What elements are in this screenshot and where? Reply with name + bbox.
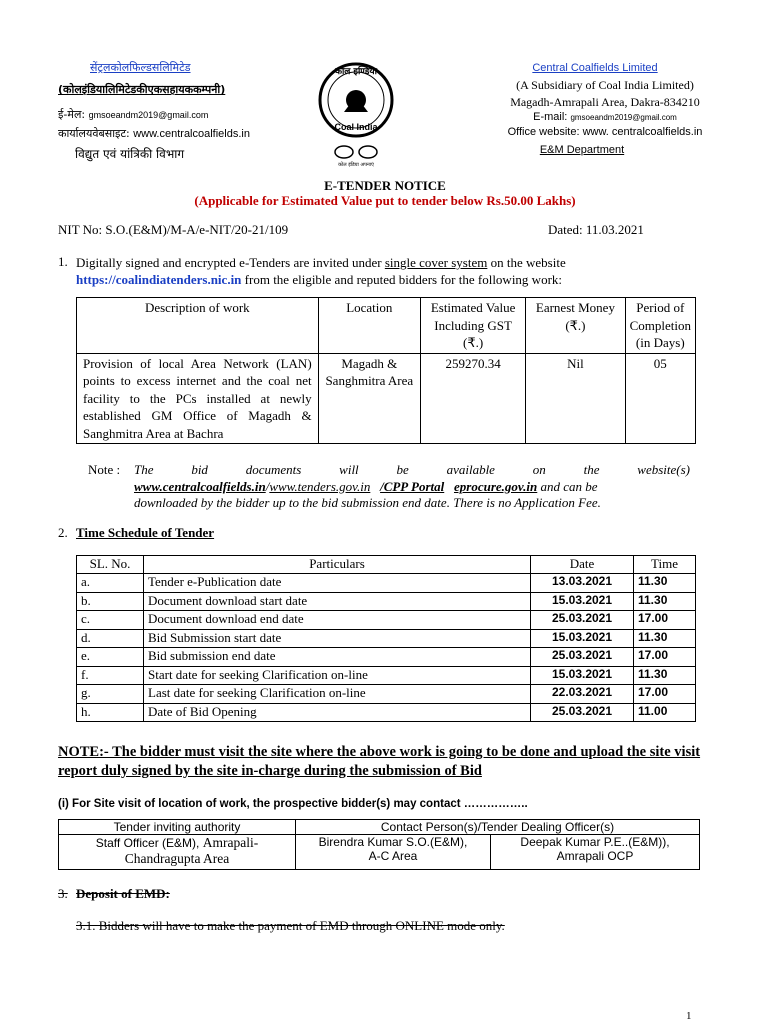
contact-person-2 — [491, 835, 700, 870]
schedule-particular: Document download start date — [144, 592, 531, 611]
schedule-time: 11.30 — [634, 666, 696, 685]
contact-header-persons: Contact Person(s)/Tender Dealing Officer(s) — [296, 820, 700, 835]
schedule-header — [77, 556, 696, 574]
schedule-particular: Bid Submission start date — [144, 629, 531, 648]
schedule-particular: Date of Bid Opening — [144, 703, 531, 722]
schedule-time: 11.00 — [634, 703, 696, 722]
completion-days: 05 — [625, 353, 695, 444]
note-tail: and can be — [537, 479, 598, 494]
section3-number: 3. — [58, 886, 68, 901]
header-earnest-money: Earnest Money (₹.) — [526, 298, 625, 354]
person1-name: Birendra Kumar S.O.(E&M), — [318, 835, 468, 849]
section2-number: 2. — [58, 525, 68, 540]
notice-subtitle: (Applicable for Estimated Value put to tender below Rs.50.00 Lakhs) — [194, 193, 576, 208]
work-table-row — [77, 353, 696, 444]
schedule-row — [77, 685, 696, 704]
schedule-time: 17.00 — [634, 685, 696, 704]
schedule-row — [77, 703, 696, 722]
schedule-sl: b. — [77, 592, 144, 611]
nit-number: NIT No: S.O.(E&M)/M-A/e-NIT/20-21/109 — [58, 222, 289, 237]
site-visit-note: NOTE:- The bidder must visit the site where the above work is going to be done and upload the site visit report duly signed by the site in-charge during the submission of Bid — [58, 744, 701, 779]
email-address: gmsoeandm2019@gmail.com — [88, 110, 209, 120]
note-line3: downloaded by the bidder up to the bid submission end date. There is no Application Fee. — [134, 495, 601, 510]
note-label: Note : — [88, 462, 121, 477]
logo-tagline: कोल इंडिया अपनाएं — [338, 162, 374, 168]
page-number: 1 — [686, 1010, 692, 1022]
schedule-time: 11.30 — [634, 629, 696, 648]
note-separator: / — [265, 479, 270, 494]
email-label: E-mail: — [533, 111, 568, 123]
website-address: www.centralcoalfields.in — [133, 128, 250, 140]
note-line1: The bid documents will be available on the website(s) — [134, 462, 690, 477]
section2-title: Time Schedule of Tender — [76, 525, 215, 540]
schedule-date: 25.03.2021 — [531, 611, 634, 630]
work-description: Provision of local Area Network (LAN) points to excess internet and the coal net facility to the PCs installed at newly established GM Office of Magadh & Sanghmitra Area at Bachra — [77, 353, 319, 444]
company-name: Central Coalfields Limited — [532, 62, 658, 74]
schedule-date: 25.03.2021 — [531, 648, 634, 667]
work-table-header — [77, 298, 696, 354]
schedule-sl: h. — [77, 703, 144, 722]
schedule-row — [77, 648, 696, 667]
schedule-header-time: Time — [634, 556, 696, 574]
schedule-header-date: Date — [531, 556, 634, 574]
contact-header-authority: Tender inviting authority — [59, 820, 296, 835]
email-line — [470, 111, 740, 123]
authority-part-a: Staff Officer (E&M), — [95, 836, 203, 850]
note-line2 — [134, 479, 690, 495]
tender-website-link[interactable]: https://coalindiatenders.nic.in — [76, 272, 242, 287]
site-visit-heading: (i) For Site visit of location of work, the prospective bidder(s) may contact …………….. — [58, 798, 528, 810]
para1-text-a: Digitally signed and encrypted e-Tenders are invited under — [76, 255, 385, 270]
schedule-row — [77, 592, 696, 611]
website-label-hindi: कार्यालयवेबसाइट: — [58, 127, 130, 140]
schedule-sl: f. — [77, 666, 144, 685]
schedule-row — [77, 629, 696, 648]
schedule-row — [77, 611, 696, 630]
schedule-particular: Tender e-Publication date — [144, 574, 531, 593]
logo-text-hindi: कोल इण्डिया — [335, 67, 377, 77]
schedule-time: 11.30 — [634, 574, 696, 593]
schedule-time: 17.00 — [634, 611, 696, 630]
schedule-row — [77, 666, 696, 685]
address-line: Magadh-Amrapali Area, Dakra-834210 — [510, 95, 700, 109]
schedule-particular: Start date for seeking Clarification on-line — [144, 666, 531, 685]
person2-name: Deepak Kumar P.E..(E&M)), — [520, 835, 670, 849]
person2-area: Amrapali OCP — [556, 849, 634, 863]
schedule-sl: d. — [77, 629, 144, 648]
schedule-date: 15.03.2021 — [531, 592, 634, 611]
logo-text-english: Coal India — [334, 122, 378, 132]
contact-header — [59, 820, 700, 835]
subsidiary-line: (A Subsidiary of Coal India Limited) — [516, 78, 694, 92]
schedule-sl: e. — [77, 648, 144, 667]
para1-number: 1. — [58, 254, 68, 269]
schedule-particular: Bid submission end date — [144, 648, 531, 667]
authority-part-b: Amrapali- — [202, 835, 259, 850]
schedule-date: 22.03.2021 — [531, 685, 634, 704]
schedule-time: 17.00 — [634, 648, 696, 667]
email-line-hindi — [58, 107, 208, 122]
department-line: E&M Department — [539, 144, 625, 156]
work-location: Magadh & Sanghmitra Area — [318, 353, 420, 444]
schedule-time: 11.30 — [634, 592, 696, 611]
website-line-hindi — [58, 126, 250, 141]
header-estimated-value: Estimated Value Including GST (₹.) — [420, 298, 525, 354]
site-eprocure[interactable]: eprocure.gov.in — [453, 479, 538, 494]
schedule-sl: g. — [77, 685, 144, 704]
schedule-date: 13.03.2021 — [531, 574, 634, 593]
schedule-sl: a. — [77, 574, 144, 593]
subsidiary-hindi: (कोलइंडियालिमिटेडकीएकसहायककम्पनी) — [58, 83, 226, 96]
header-completion-period: Period of Completion (in Days) — [625, 298, 695, 354]
para1-text-c: from the eligible and reputed bidders for the following work: — [241, 272, 563, 287]
authority-part-c: Chandragupta Area — [124, 851, 230, 866]
header-description: Description of work — [77, 298, 319, 354]
schedule-table — [76, 555, 696, 722]
schedule-sl: c. — [77, 611, 144, 630]
work-table — [76, 297, 696, 444]
notice-date: Dated: 11.03.2021 — [548, 222, 644, 237]
schedule-particular: Document download end date — [144, 611, 531, 630]
schedule-body — [77, 574, 696, 722]
coal-india-logo — [316, 56, 396, 168]
section3-title: Deposit of EMD: — [76, 886, 170, 901]
schedule-header-sl: SL. No. — [77, 556, 144, 574]
section31-text: 3.1. Bidders will have to make the payment of EMD through ONLINE mode only. — [76, 918, 505, 933]
coal-india-emblem-icon — [316, 56, 396, 168]
schedule-date: 25.03.2021 — [531, 703, 634, 722]
estimated-value: 259270.34 — [420, 353, 525, 444]
schedule-date: 15.03.2021 — [531, 666, 634, 685]
person1-area: A-C Area — [368, 849, 418, 863]
email-value: gmsoeandm2019@gmail.com — [570, 113, 677, 122]
single-cover-system: single cover system — [384, 255, 488, 270]
department-hindi: विद्युत एवं यांत्रिकी विभाग — [75, 147, 185, 161]
contact-person-1 — [296, 835, 491, 870]
office-website-line: Office website: www. centralcoalfields.in — [507, 126, 703, 138]
earnest-money: Nil — [526, 353, 625, 444]
site-centralcoalfields[interactable]: www.centralcoalfields.in — [134, 479, 266, 494]
site-tenders[interactable]: www.tenders.gov.in — [269, 479, 371, 494]
schedule-row — [77, 574, 696, 593]
notice-title: E-TENDER NOTICE — [324, 178, 446, 193]
company-name-hindi: सेंट्रलकोलफिल्डसलिमिटेड — [90, 61, 191, 74]
schedule-date: 15.03.2021 — [531, 629, 634, 648]
para1-text — [76, 254, 696, 288]
para1-text-b: on the website — [487, 255, 566, 270]
contact-table — [58, 819, 700, 870]
schedule-header-particulars: Particulars — [144, 556, 531, 574]
tender-authority — [59, 835, 296, 870]
schedule-particular: Last date for seeking Clarification on-line — [144, 685, 531, 704]
contact-row — [59, 835, 700, 870]
email-label-hindi: ई-मेल: — [58, 108, 86, 121]
header-location: Location — [318, 298, 420, 354]
cpp-portal-label: /CPP Portal — [380, 479, 445, 494]
